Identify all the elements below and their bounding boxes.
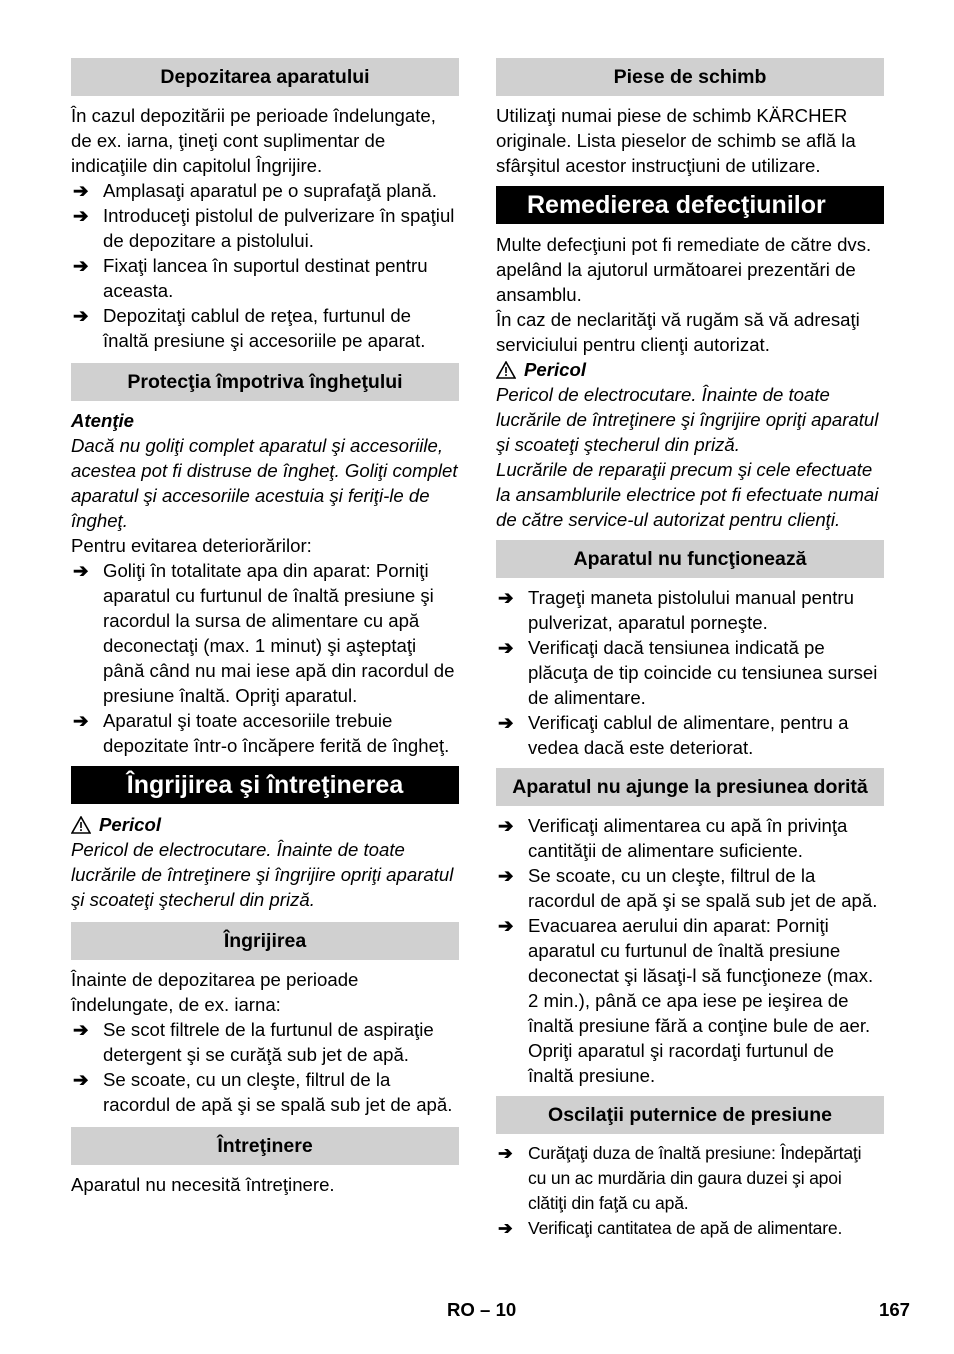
spare-parts-text: Utilizaţi numai piese de schimb KÄRCHER originale. Lista pieselor de schimb se află la sfârşitul acestor instrucţiuni de utilizare. [496,105,856,176]
troubleshooting-intro: Multe defecţiuni pot fi remediate de către dvs. apelând la ajutorul următoarei prezentări de ansamblu. [496,234,872,305]
arrow-icon: ➔ [498,915,514,936]
list-item: ➔ Se scoate, cu un cleşte, filtrul de la racordul de apă şi se spală sub jet de apă. [73,1069,453,1115]
arrow-icon: ➔ [73,560,89,581]
list-item: ➔ Verificaţi alimentarea cu apă în privinţa cantităţii de alimentare suficiente. [498,815,848,861]
right-column [496,58,884,1241]
danger-heading: Pericol [496,357,884,382]
attention-heading: Atenţie [71,410,135,431]
oscillation-list [496,1141,884,1241]
danger-text: Pericol de electrocutare. Înainte de toate lucrările de întreţinere şi îngrijire opriţi aparatul şi scoateţi ştecherul din priză. [71,839,454,910]
arrow-icon: ➔ [498,815,514,836]
list-item: ➔ Verificaţi dacă tensiunea indicată pe plăcuţa de tip coincide cu tensiunea sursei de alimentare. [498,637,878,708]
arrow-icon: ➔ [73,180,89,201]
section-title-frost: Protecţia împotriva îngheţului [71,363,459,401]
arrow-icon: ➔ [498,712,514,733]
list-item: ➔ Introduceţi pistolul de pulverizare în spaţiul de depozitare a pistolului. [73,205,455,251]
attention-text: Dacă nu goliţi complet aparatul şi accesoriile, acestea pot fi distruse de îngheţ. Goliţi complet aparatul şi accesoriile acestuia şi feriţi-le de îngheţ. [71,435,458,531]
list-item: ➔ Amplasaţi aparatul pe o suprafaţă plană. [73,180,437,201]
list-item: ➔ Curăţaţi duza de înaltă presiune: Îndepărtaţi cu un ac murdăria din gaura duzei şi apoi clătiţi din faţă cu apă. [498,1143,862,1213]
arrow-icon: ➔ [73,255,89,276]
danger-text-repairs: Lucrările de reparaţii precum şi cele efectuate la ansamblurile electrice pot fi efectuate numai de către service-ul autorizat pentru clienţi. [496,459,879,530]
storage-list [71,178,459,353]
arrow-icon: ➔ [73,1019,89,1040]
frost-intro: Pentru evitarea deteriorărilor: [71,535,312,556]
left-column [71,58,459,1197]
warning-triangle-icon [496,361,516,379]
list-item: ➔ Trageţi maneta pistolului manual pentru pulverizat, aparatul porneşte. [498,587,854,633]
care-intro: Înainte de depozitarea pe perioade îndelungate, de ex. iarna: [71,969,359,1015]
storage-intro: În cazul depozitării pe perioade îndelungate, de ex. iarna, ţineţi cont suplimentar de indicaţiile din capitolul Îngrijire. [71,105,436,176]
section-title-not-working: Aparatul nu funcţionează [496,540,884,578]
list-item: ➔ Se scot filtrele de la furtunul de aspiraţie detergent şi se curăţă sub jet de apă. [73,1019,434,1065]
section-title-spare-parts: Piese de schimb [496,58,884,96]
list-item: ➔ Verificaţi cantitatea de apă de alimentare. [496,1216,884,1241]
section-title-maintenance: Întreţinere [71,1127,459,1165]
section-page-label: RO – 10 [447,1299,517,1320]
main-heading-care-maintenance: Îngrijirea şi întreţinerea [71,766,459,804]
section-title-oscillation: Oscilaţii puternice de presiune [496,1096,884,1134]
danger-text: Pericol de electrocutare. Înainte de toate lucrările de întreţinere şi îngrijire opriţi aparatul şi scoateţi ştecherul din priză. [496,384,879,455]
arrow-icon: ➔ [73,305,89,326]
arrow-icon: ➔ [73,710,89,731]
maintenance-text: Aparatul nu necesită întreţinere. [71,1174,335,1195]
page-number: 167 [879,1299,911,1320]
section-title-no-pressure: Aparatul nu ajunge la presiunea dorită [496,768,884,806]
no-pressure-list [496,813,884,1088]
section-title-care: Îngrijirea [71,922,459,960]
warning-triangle-icon [71,816,91,834]
arrow-icon: ➔ [73,1069,89,1090]
not-working-list [496,585,884,760]
list-item: ➔ Se scoate, cu un cleşte, filtrul de la racordul de apă şi se spală sub jet de apă. [498,865,878,911]
troubleshooting-service: În caz de neclarităţi vă rugăm să vă adresaţi serviciului pentru clienţi autorizat. [496,309,860,355]
arrow-icon: ➔ [498,865,514,886]
care-list [71,1017,459,1117]
main-heading-troubleshooting: Remedierea defecţiunilor [496,186,884,224]
list-item: ➔ Aparatul şi toate accesoriile trebuie depozitate într-o încăpere ferită de îngheţ. [73,710,450,756]
arrow-icon: ➔ [73,205,89,226]
danger-heading: Pericol [71,812,459,837]
list-item: ➔ Verificaţi cablul de alimentare, pentru a vedea dacă este deteriorat. [498,712,849,758]
frost-list [71,558,459,758]
section-title-storage: Depozitarea aparatului [71,58,459,96]
list-item: ➔ Depozitaţi cablul de reţea, furtunul de înaltă presiune şi accesoriile pe aparat. [73,305,426,351]
list-item: ➔ Goliţi în totalitate apa din aparat: Porniţi aparatul cu furtunul de înaltă presiune şi racordul la sursa de alimentare cu apă deconectaţi (max. 1 minut) şi aşteptaţi până când nu mai iese apă din racordul de presiune înaltă. Opriţi aparatul. [73,560,455,706]
list-item: ➔ Fixaţi lancea în suportul destinat pentru aceasta. [73,255,428,301]
arrow-icon: ➔ [498,637,514,658]
arrow-icon: ➔ [498,1143,513,1163]
list-item: ➔ Evacuarea aerului din aparat: Porniţi aparatul cu furtunul de înaltă presiune deconectat şi lăsaţi-l să funcţioneze (max. 2 min.), până ce apa iese pe ieşirea de înaltă presiune fără a conţine bule de aer. Opriţi aparatul şi racordaţi furtunul de înaltă presiune. [498,915,874,1086]
arrow-icon: ➔ [498,1218,513,1238]
arrow-icon: ➔ [498,587,514,608]
